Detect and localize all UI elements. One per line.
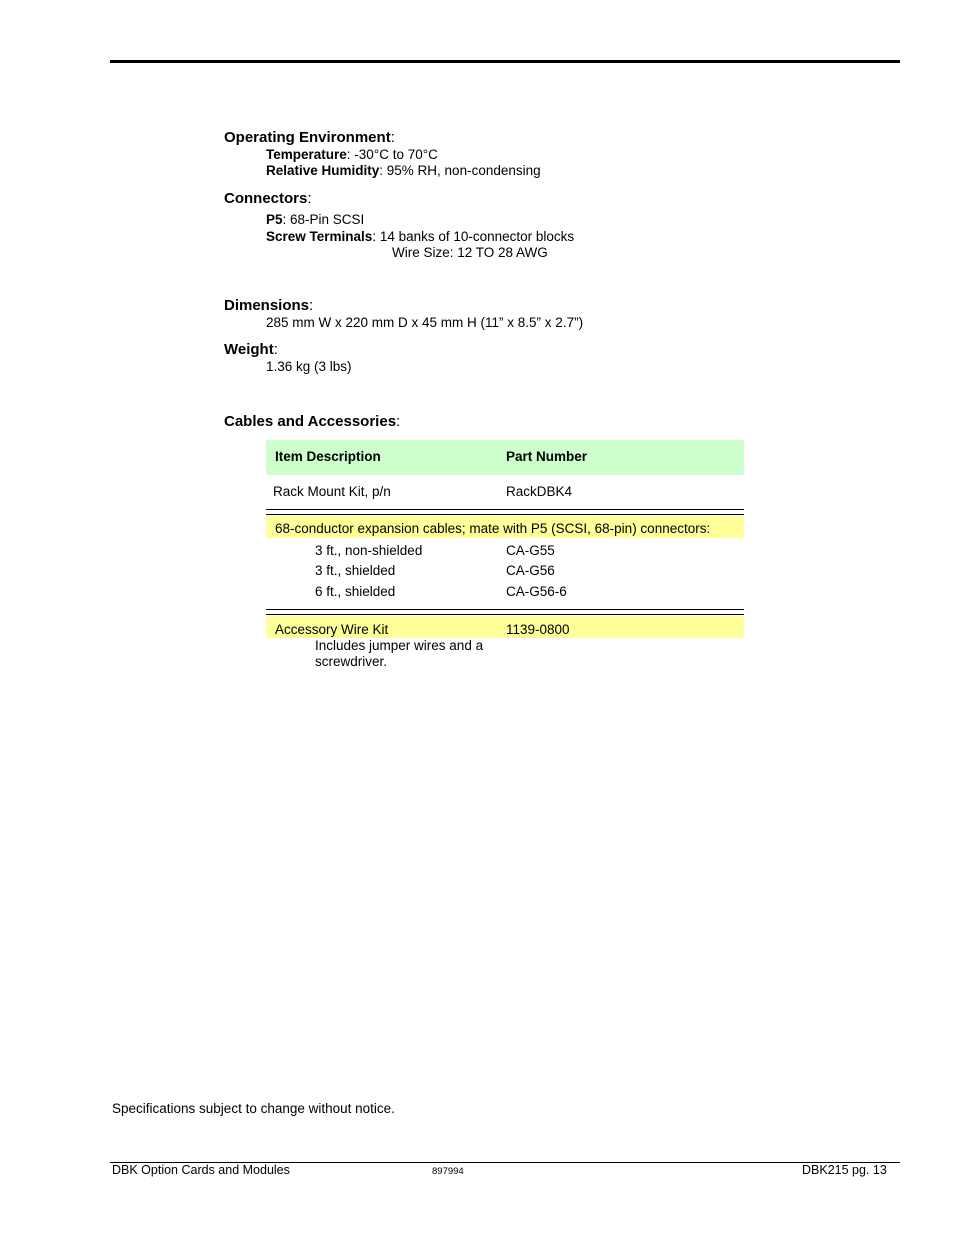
humidity-line <box>266 163 541 178</box>
p5-value: : 68-Pin SCSI <box>282 212 365 227</box>
p5-label: P5 <box>266 212 283 227</box>
temperature-label: Temperature <box>266 147 347 162</box>
table-double-rule <box>266 509 744 515</box>
cables-heading: Cables and Accessories: <box>224 413 401 430</box>
table-row-description: 3 ft., shielded <box>315 563 396 578</box>
connectors-heading: Connectors: <box>224 190 312 207</box>
dimensions-value: 285 mm W x 220 mm D x 45 mm H (11” x 8.5” x 2.7”) <box>266 315 584 330</box>
wire-size: Wire Size: 12 TO 28 AWG <box>392 245 548 260</box>
footer-page-number: DBK215 pg. 13 <box>802 1163 887 1177</box>
humidity-label: Relative Humidity <box>266 163 380 178</box>
screw-terminals-label: Screw Terminals <box>266 229 373 244</box>
wire-kit-description: Accessory Wire Kit <box>275 622 389 637</box>
table-row-part-number: CA-G56-6 <box>506 584 567 599</box>
specifications-notice: Specifications subject to change without notice. <box>112 1101 395 1116</box>
column-header-part-number: Part Number <box>506 449 588 464</box>
dimensions-heading: Dimensions: <box>224 297 314 314</box>
table-row-description: 3 ft., non-shielded <box>315 543 423 558</box>
weight-heading: Weight: <box>224 341 278 358</box>
temperature-value: : -30°C to 70°C <box>346 147 438 162</box>
table-row-description: 6 ft., shielded <box>315 584 396 599</box>
screw-terminals-value: : 14 banks of 10-connector blocks <box>372 229 575 244</box>
column-header-description: Item Description <box>275 449 381 464</box>
weight-value: 1.36 kg (3 lbs) <box>266 359 352 374</box>
wire-kit-note: Includes jumper wires and a <box>315 638 484 653</box>
rack-mount-description: Rack Mount Kit, p/n <box>273 484 391 499</box>
temperature-line <box>266 147 438 162</box>
expansion-cables-header: 68-conductor expansion cables; mate with P5 (SCSI, 68-pin) connectors: <box>275 521 711 536</box>
table-double-rule <box>266 609 744 615</box>
footer-center: 897994 <box>432 1166 464 1177</box>
screw-terminals-line <box>266 229 574 244</box>
rack-mount-part-number: RackDBK4 <box>506 484 573 499</box>
operating-environment-heading: Operating Environment: <box>224 129 395 146</box>
wire-kit-part-number: 1139-0800 <box>506 622 570 637</box>
humidity-value: : 95% RH, non-condensing <box>379 163 541 178</box>
footer-left: DBK Option Cards and Modules <box>112 1163 290 1177</box>
p5-line <box>266 212 364 227</box>
table-row-part-number: CA-G55 <box>506 543 555 558</box>
top-rule <box>110 60 900 63</box>
table-row-part-number: CA-G56 <box>506 563 555 578</box>
wire-kit-note: screwdriver. <box>315 654 388 669</box>
